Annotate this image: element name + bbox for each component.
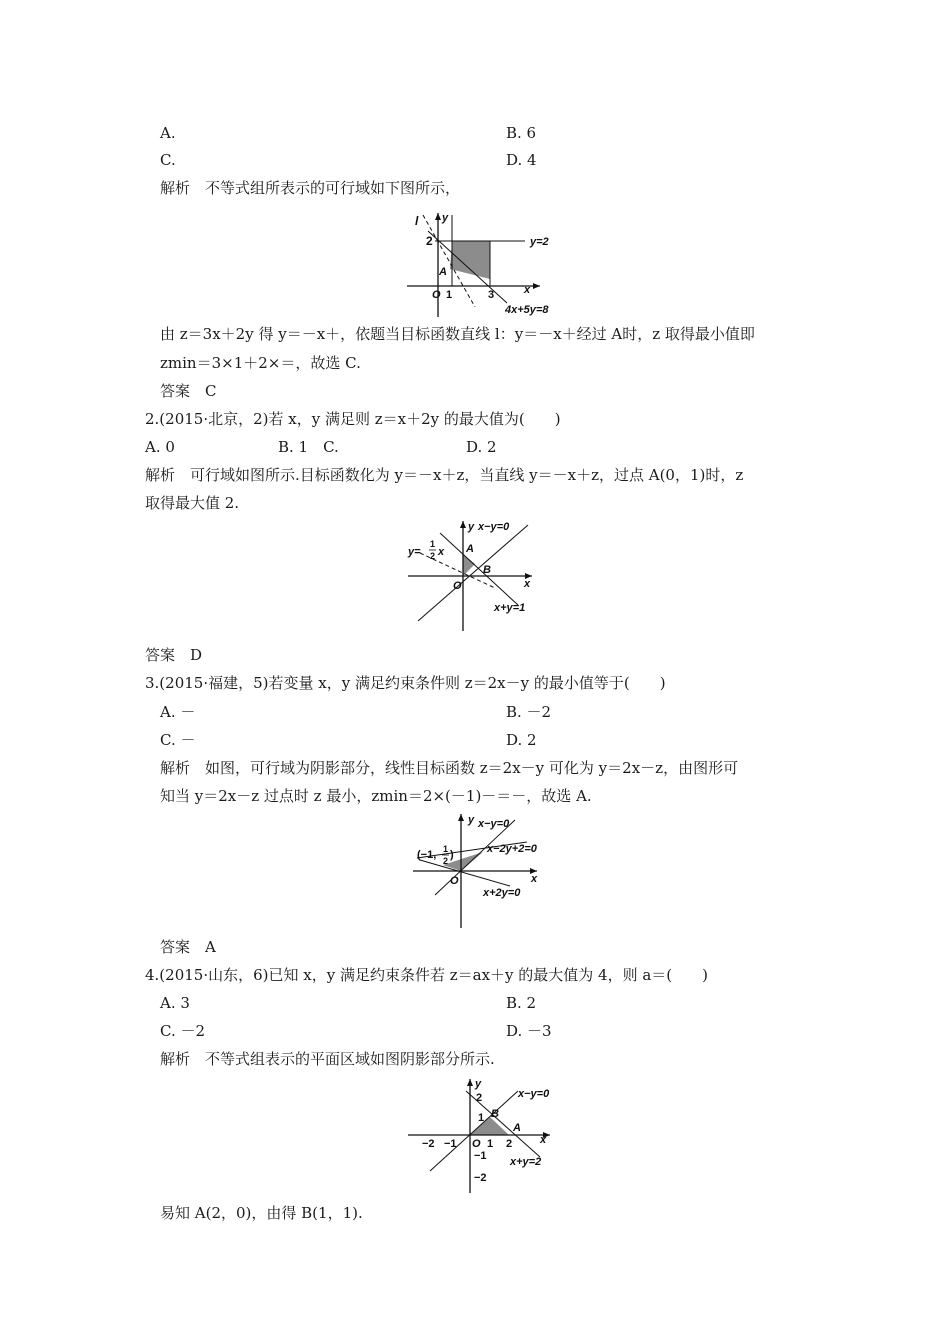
option-a: A. － [160,703,196,721]
option-c: C. － [160,731,196,749]
label-l: l [415,214,419,228]
tick-y-2: 2 [476,1092,483,1104]
label-y: y [468,521,475,533]
option-d: D. 4 [506,151,537,169]
tick-y-minus-1: −1 [474,1150,487,1162]
tick-y-minus-2: −2 [474,1172,487,1184]
frac-num: 1 [443,844,449,854]
label-x: x [524,284,531,296]
option-a: A. 0 [145,438,175,456]
origin-label: O [432,289,441,301]
analysis-text: 解析 不等式组所表示的可行域如下图所示， [160,179,461,197]
label-x-minus-y: x−y=0 [518,1088,550,1100]
option-c: C. －2 [160,1022,206,1040]
label-x: x [524,578,531,590]
feasible-region [470,1117,509,1135]
analysis-text: 解析 不等式组表示的平面区域如图阴影部分所示. [160,1050,495,1068]
frac-num: 1 [430,539,436,549]
frac-den: 2 [430,551,436,561]
analysis-text: zmin＝3×1＋2×＝，故选 C. [160,354,361,372]
label-y-eq-2: y=2 [530,236,549,248]
option-a: A. 3 [160,994,190,1012]
tick-2: 2 [426,234,433,248]
label-line: x−2y+2=0 [487,843,537,855]
point-a-label: A [439,266,447,278]
label-x-plus-y: x+y=2 [510,1156,542,1168]
option-b: B. 6 [506,124,537,142]
point-a-label: A [513,1122,521,1134]
label-x-minus-y: x−y=0 [478,521,510,533]
option-c: C. [160,151,176,169]
label-y: y [442,212,449,224]
tick-x-minus-1: −1 [444,1138,457,1150]
figure-1 [395,205,555,320]
tick-y-1: 1 [478,1112,485,1124]
label-y: y [468,814,475,826]
answer-text: 答案 A [160,938,216,956]
figure-2 [400,515,550,635]
label-x: x [540,1134,547,1146]
label-x-minus-y: x−y=0 [478,818,510,830]
label-x-var: x [438,546,445,558]
tick-x-1: 1 [487,1138,494,1150]
analysis-text: 知当 y＝2x－z 过点时 z 最小，zmin＝2×(－1)－＝－，故选 A. [160,787,592,805]
tick-x-minus-2: −2 [422,1138,435,1150]
analysis-text: 易知 A(2，0)，由得 B(1，1). [160,1204,363,1222]
origin-label: O [450,875,459,887]
tick-x-2: 2 [506,1138,513,1150]
point-close: ) [450,849,454,861]
option-b-c: B. 1 C. [278,438,339,456]
label-line-2: x+2y=0 [483,887,521,899]
label-x-plus-y: x+y=1 [494,602,526,614]
figure-3 [405,810,555,930]
label-y-eq: y= [408,546,421,558]
option-d: D. 2 [466,438,497,456]
label-y: y [475,1078,482,1090]
analysis-text: 由 z＝3x＋2y 得 y＝－x＋，依题当目标函数直线 l：y＝－x＋经过 A时，z 取得最小值即 [160,325,755,343]
analysis-text: 解析 可行域如图所示.目标函数化为 y＝－x＋z，当直线 y＝－x＋z，过点 A(0，1)时，z [145,466,744,484]
answer-text: 答案 C [160,382,217,400]
label-line: 4x+5y=8 [505,304,549,316]
label-x: x [531,873,538,885]
point-b-label: B [491,1108,499,1120]
question-4: 4.(2015·山东，6)已知 x，y 满足约束条件若 z＝ax＋y 的最大值为 4，则 a＝( ) [145,966,709,984]
option-b: B. －2 [506,703,552,721]
option-d: D. －3 [506,1022,552,1040]
point-label: (−1, [417,849,437,861]
tick-1: 1 [446,289,453,301]
question-2: 2.(2015·北京，2)若 x，y 满足则 z＝x＋2y 的最大值为( ) [145,410,561,428]
frac-den: 2 [443,856,449,866]
option-a: A. [160,124,176,142]
analysis-text: 取得最大值 2. [145,494,240,512]
origin-label: O [472,1138,481,1150]
figure-4 [400,1073,565,1195]
question-3: 3.(2015·福建，5)若变量 x，y 满足约束条件则 z＝2x－y 的最小值等于( ) [145,674,666,692]
point-b-label: B [483,564,491,576]
point-a-label: A [466,543,474,555]
option-b: B. 2 [506,994,537,1012]
analysis-text: 解析 如图，可行域为阴影部分，线性目标函数 z＝2x－y 可化为 y＝2x－z，由图形可 [160,759,739,777]
answer-text: 答案 D [145,646,203,664]
origin-label: O [453,580,462,592]
option-d: D. 2 [506,731,537,749]
tick-3: 3 [488,289,495,301]
